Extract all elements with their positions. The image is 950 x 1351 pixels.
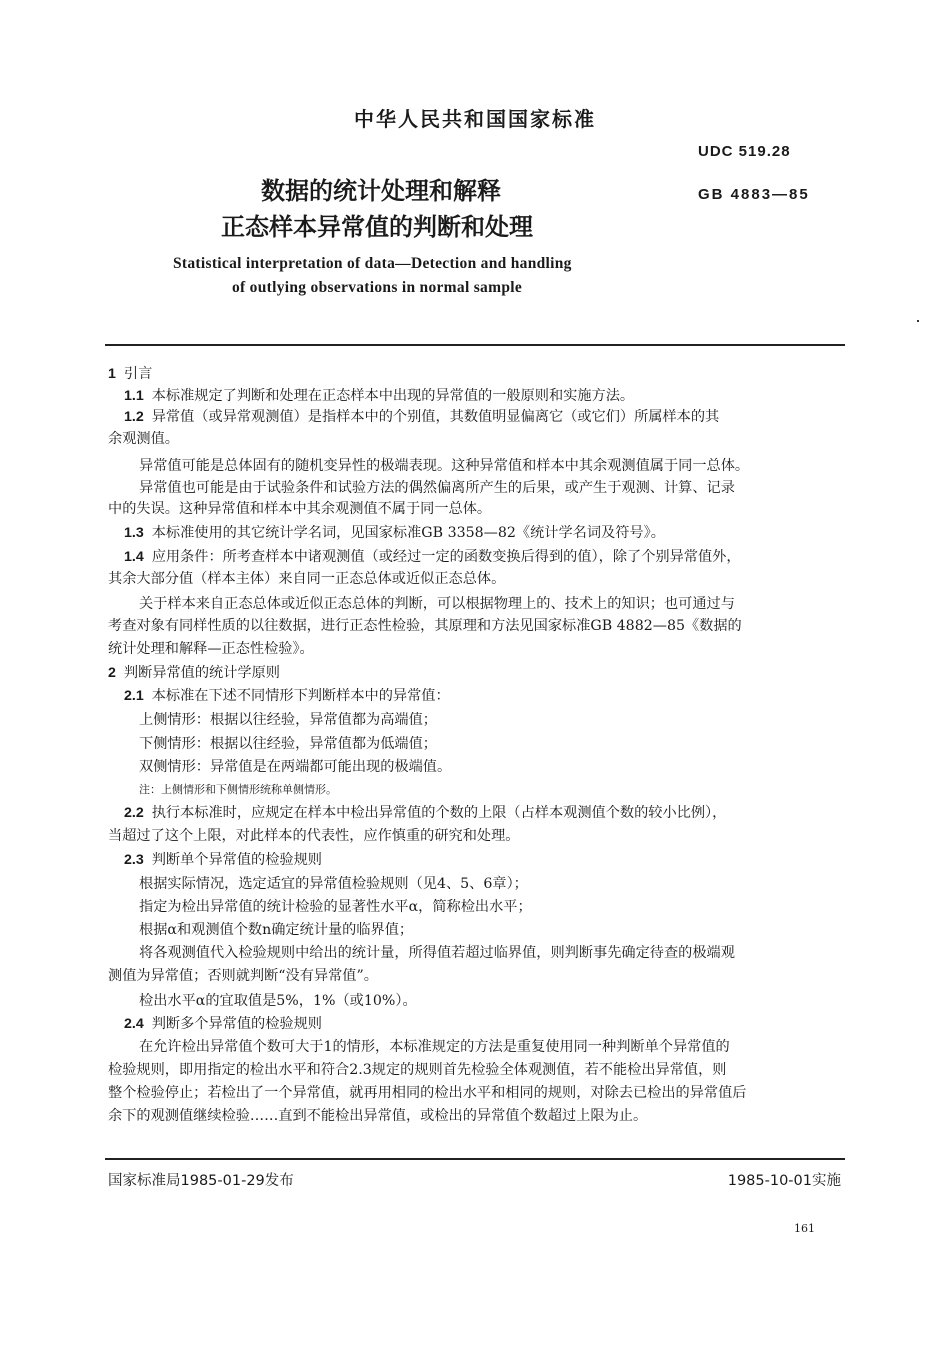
paragraph-line: 当超过了这个上限，对此样本的代表性，应作慎重的研究和处理。 [108,828,520,844]
effective-date: 1985-10-01实施 [727,1173,841,1189]
rule-step: 将各观测值代入检验规则中给出的统计量，所得值若超过临界值，则判断事先确定待查的极端观 [139,945,735,961]
section-number: 2 [108,665,116,681]
section-number: 1 [108,366,116,382]
clause-1-1 [124,388,634,405]
clause-2-4 [124,1016,322,1033]
paragraph-line: 测值为异常值；否则就判断“没有异常值”。 [108,968,378,984]
paragraph-line: 整个检验停止；若检出了一个异常值，就再用相同的检出水平和相同的规则，对除去已检出的异常值后 [108,1085,747,1101]
clause-1-2 [124,409,719,426]
gb-code: GB 4883—85 [698,186,810,203]
clause-number: 2.2 [124,805,144,821]
clause-text: 本标准在下述不同情形下判断样本中的异常值： [151,688,450,704]
clause-1-3 [124,525,665,542]
clause-number: 1.1 [124,388,144,404]
standard-org-title: 中华人民共和国国家标准 [354,107,596,131]
clause-text: 判断多个异常值的检验规则 [151,1016,322,1032]
page-number: 161 [794,1222,815,1235]
clause-text: 应用条件：所考查样本中诸观测值（或经过一定的函数变换后得到的值），除了个别异常值外， [151,549,741,565]
paragraph-line: 检验规则，即用指定的检出水平和符合2.3规定的规则首先检验全体观测值，若不能检出异常值，则 [108,1062,727,1078]
clause-text: 执行本标准时，应规定在样本中检出异常值的个数的上限（占样本观测值个数的较小比例）， [151,805,727,821]
clause-1-4 [124,549,741,566]
clause-text: 本标准规定了判断和处理在正态样本中出现的异常值的一般原则和实施方法。 [151,388,635,404]
clause-number: 2.3 [124,852,144,868]
paragraph-line: 考查对象有同样性质的以往数据，进行正态性检验，其原理和方法见国家标准GB 4882—85《数据的 [108,618,742,634]
title-en-line2: of outlying observations in normal sample [232,279,523,296]
paragraph-line: 关于样本来自正态总体或近似正态总体的判断，可以根据物理上的、技术上的知识；也可通过与 [139,596,735,612]
paragraph-line: 统计处理和解释—正态性检验》。 [108,641,314,657]
title-cn-line2: 正态样本异常值的判断和处理 [221,213,533,241]
case-lower: 下侧情形：根据以往经验，异常值都为低端值； [139,736,437,752]
section-2-heading [108,665,280,682]
paragraph-line: 在允许检出异常值个数可大于1的情形，本标准规定的方法是重复使用同一种判断单个异常值的 [139,1039,730,1055]
rule-step: 根据实际情况，选定适宜的异常值检验规则（见4、5、6章）； [139,876,528,892]
section-title: 判断异常值的统计学原则 [123,665,280,681]
section-1-heading [108,366,152,383]
clause-text: 异常值（或异常观测值）是指样本中的个别值，其数值明显偏离它（或它们）所属样本的其 [151,409,720,425]
paragraph-line: 余观测值。 [108,431,179,447]
scan-speck [917,320,919,322]
top-divider [105,344,845,346]
clause-2-3 [124,852,322,869]
clause-number: 1.3 [124,525,144,541]
note: 注：上侧情形和下侧情形统称单侧情形。 [139,783,337,796]
title-cn-line1: 数据的统计处理和解释 [261,177,501,205]
clause-number: 2.1 [124,688,144,704]
title-en-line1: Statistical interpretation of data—Detection and handling [173,255,572,272]
rule-step: 指定为检出异常值的统计检验的显著性水平α，简称检出水平； [139,899,532,915]
case-upper: 上侧情形：根据以往经验，异常值都为高端值； [139,712,437,728]
paragraph-line: 中的失误。这种异常值和样本中其余观测值不属于同一总体。 [108,501,492,517]
paragraph-line: 其余大部分值（样本主体）来自同一正态总体或近似正态总体。 [108,571,506,587]
clause-number: 2.4 [124,1016,144,1032]
clause-number: 1.4 [124,549,144,565]
clause-2-1 [124,688,450,705]
paragraph-line: 余下的观测值继续检验……直到不能检出异常值，或检出的异常值个数超过上限为止。 [108,1108,648,1124]
clause-text: 判断单个异常值的检验规则 [151,852,322,868]
clause-number: 1.2 [124,409,144,425]
paragraph-line: 异常值可能是总体固有的随机变异性的极端表现。这种异常值和样本中其余观测值属于同一总体。 [139,458,750,474]
udc-code: UDC 519.28 [698,143,791,160]
paragraph-line: 异常值也可能是由于试验条件和试验方法的偶然偏离所产生的后果，或产生于观测、计算、记录 [139,480,735,496]
issue-date: 国家标准局1985-01-29发布 [108,1173,294,1189]
rule-step: 检出水平α的宜取值是5%，1%（或10%）。 [139,993,417,1009]
bottom-divider [105,1158,845,1160]
case-both: 双侧情形：异常值是在两端都可能出现的极端值。 [139,759,452,775]
clause-text: 本标准使用的其它统计学名词，见国家标准GB 3358—82《统计学名词及符号》。 [151,525,665,541]
section-title: 引言 [123,366,153,382]
rule-step: 根据α和观测值个数n确定统计量的临界值； [139,922,414,938]
clause-2-2 [124,805,726,822]
